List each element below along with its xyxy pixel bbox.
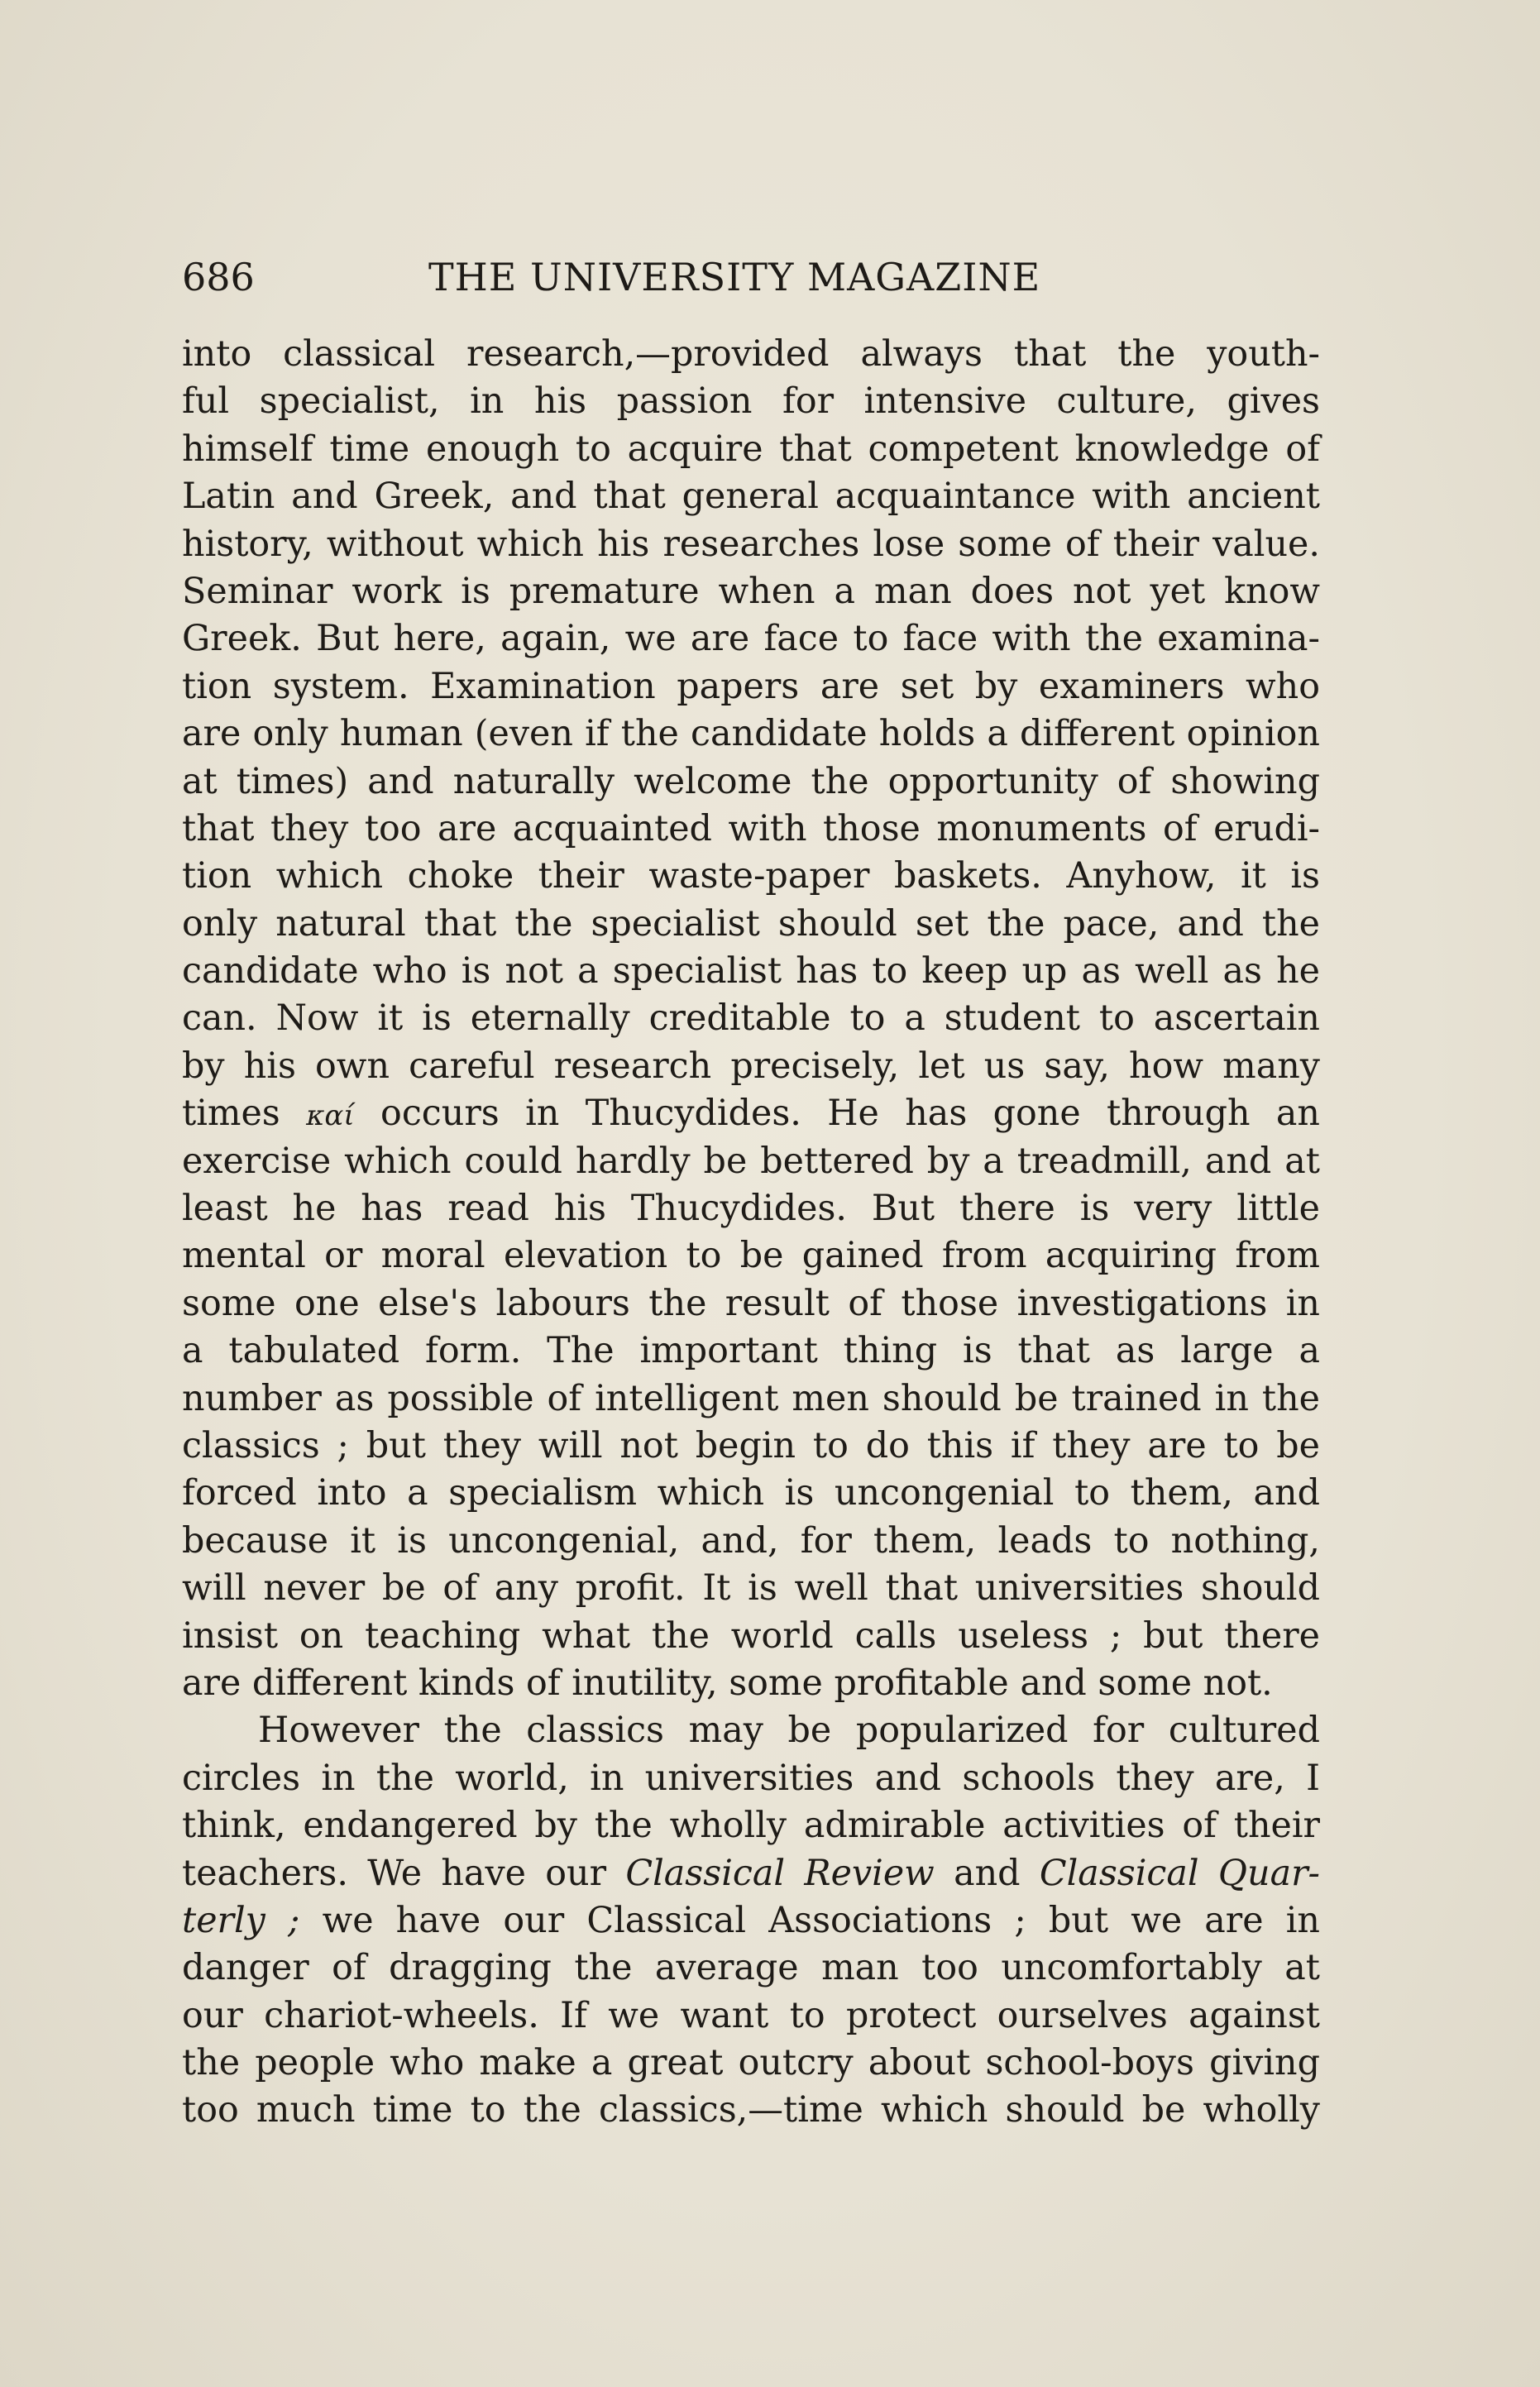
running-head: THE UNIVERSITY MAGAZINE (428, 255, 1041, 299)
text-line: that they too are acquainted with those monuments of erudi- (182, 807, 1320, 849)
text-line: history, without which his researches lose some of their value. (182, 523, 1320, 565)
text-line: insist on teaching what the world calls useless ; but there (182, 1614, 1320, 1657)
text-line: circles in the world, in universities and schools they are, I (182, 1757, 1320, 1799)
text-line: because it is uncongenial, and, for them, leads to nothing, (182, 1519, 1320, 1562)
text-line: at times) and naturally welcome the opportunity of showing (182, 760, 1320, 802)
text-line: the people who make a great outcry about school-boys giving (182, 2042, 1320, 2084)
page-header (182, 248, 1340, 306)
text-line: our chariot-wheels. If we want to protect ourselves against (182, 1994, 1320, 2036)
journal-title: Classical Quar- (1039, 1852, 1320, 1894)
journal-title: terly ; (182, 1899, 300, 1941)
text-line: think, endangered by the wholly admirable activities of their (182, 1805, 1320, 1847)
text-line: danger of dragging the average man too uncomfortably at (182, 1947, 1320, 1989)
text-line-italic (182, 1897, 1320, 1945)
text-line: can. Now it is eternally creditable to a student to ascertain (182, 997, 1320, 1040)
text-line: only natural that the specialist should set the pace, and the (182, 902, 1320, 945)
text-fragment: times (182, 1093, 307, 1135)
text-fragment: occurs in Thucydides. He has gone through an (354, 1093, 1320, 1135)
text-line: exercise which could hardly be bettered by a treadmill, and at (182, 1140, 1320, 1182)
text-line: number as possible of intelligent men should be trained in the (182, 1377, 1320, 1419)
text-line: tion which choke their waste-paper baskets. Anyhow, it is (182, 855, 1320, 897)
text-line: will never be of any profit. It is well that universities should (182, 1567, 1320, 1610)
text-line-italic (182, 1850, 1320, 1897)
text-line: Latin and Greek, and that general acquaintance with ancient (182, 476, 1320, 518)
text-line: Greek. But here, again, we are face to face with the examina- (182, 618, 1320, 660)
text-line: are only human (even if the candidate holds a different opinion (182, 713, 1320, 755)
text-line: a tabulated form. The important thing is that as large a (182, 1330, 1320, 1372)
text-line-greek (182, 1090, 1320, 1137)
text-line: Seminar work is premature when a man does not yet know (182, 570, 1320, 612)
paragraph-end-line: are different kinds of inutility, some profitable and some not. (182, 1662, 1273, 1704)
greek-word: καί (306, 1099, 355, 1133)
text-line: forced into a specialism which is uncongenial to them, and (182, 1472, 1320, 1514)
text-line: too much time to the classics,—time which should be wholly (182, 2089, 1320, 2131)
text-line: mental or moral elevation to be gained from acquiring from (182, 1235, 1320, 1277)
paragraph-start-line: However the classics may be popularized for cultured (258, 1710, 1320, 1752)
body-text (182, 331, 1320, 2135)
text-line: tion system. Examination papers are set by examiners who (182, 665, 1320, 707)
text-line: ful specialist, in his passion for intensive culture, gives (182, 380, 1320, 423)
text-line: some one else's labours the result of those investigations in (182, 1282, 1320, 1324)
page-number: 686 (182, 255, 255, 299)
text-line: himself time enough to acquire that competent knowledge of (182, 428, 1320, 470)
text-line: into classical research,—provided always that the youth- (182, 333, 1320, 375)
text-line: by his own careful research precisely, let us say, how many (182, 1045, 1320, 1087)
text-line: candidate who is not a specialist has to keep up as well as he (182, 950, 1320, 993)
text-line: least he has read his Thucydides. But there is very little (182, 1188, 1320, 1230)
text-fragment: we have our Classical Associations ; but we are in (299, 1899, 1320, 1941)
journal-title: Classical Review (625, 1852, 935, 1894)
text-fragment: and (934, 1852, 1040, 1894)
text-fragment: teachers. We have our (182, 1852, 626, 1894)
text-line: classics ; but they will not begin to do this if they are to be (182, 1424, 1320, 1466)
